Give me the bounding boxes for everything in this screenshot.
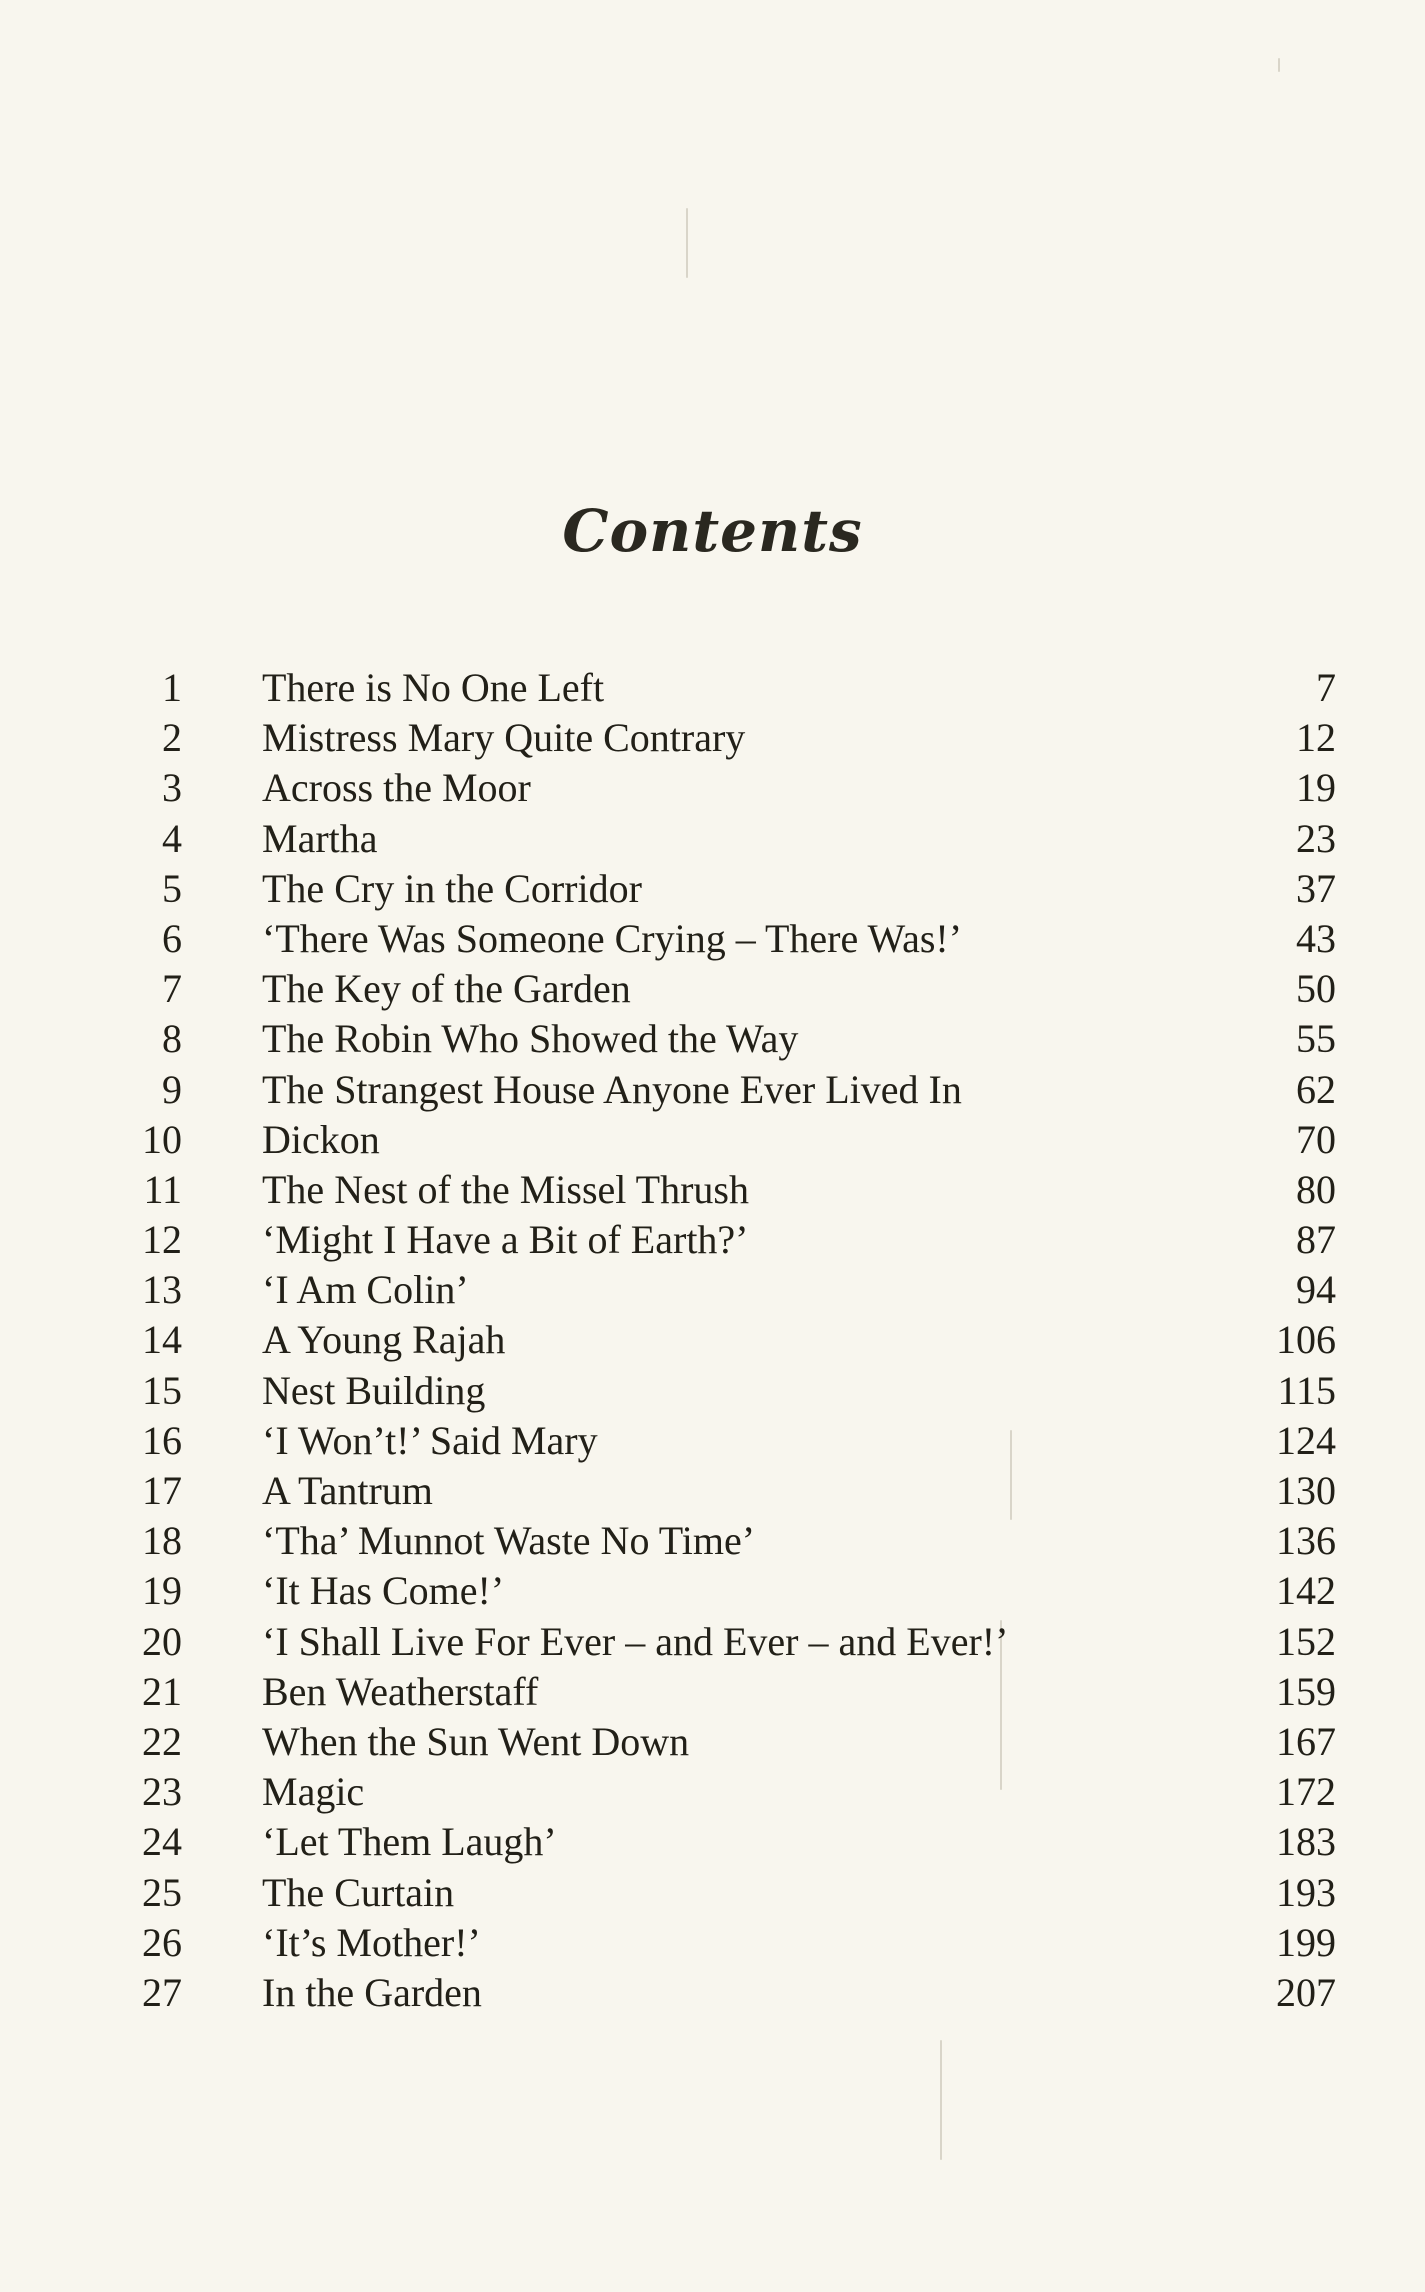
chapter-page-number: 193 xyxy=(1276,1869,1336,1915)
chapter-title: A Young Rajah xyxy=(262,1317,506,1363)
chapter-title: The Strangest House Anyone Ever Lived In xyxy=(262,1066,962,1112)
chapter-title: There is No One Left xyxy=(262,665,605,710)
toc-row xyxy=(0,1566,1425,1616)
chapter-number: 22 xyxy=(142,1718,182,1764)
chapter-number: 5 xyxy=(162,865,182,911)
chapter-number: 4 xyxy=(162,815,182,861)
toc-row xyxy=(0,914,1425,964)
chapter-page-number: 167 xyxy=(1276,1718,1336,1764)
chapter-page-number: 172 xyxy=(1276,1769,1336,1815)
toc-row xyxy=(0,1315,1425,1365)
chapter-number: 14 xyxy=(142,1317,182,1363)
chapter-title: Martha xyxy=(262,815,378,861)
chapter-title: The Nest of the Missel Thrush xyxy=(262,1166,749,1212)
chapter-number: 19 xyxy=(142,1568,182,1614)
chapter-number: 1 xyxy=(162,665,182,710)
chapter-number: 7 xyxy=(162,966,182,1012)
toc-row xyxy=(0,1065,1425,1115)
chapter-page-number: 142 xyxy=(1276,1568,1336,1614)
chapter-title: ‘Tha’ Munnot Waste No Time’ xyxy=(262,1518,756,1564)
paper-mark xyxy=(686,208,688,278)
chapter-title: The Curtain xyxy=(262,1869,455,1915)
toc-row xyxy=(0,864,1425,914)
chapter-number: 18 xyxy=(142,1518,182,1564)
toc-row xyxy=(0,1416,1425,1466)
chapter-number: 21 xyxy=(142,1668,182,1714)
chapter-title: ‘I Shall Live For Ever – and Ever – and Ever!’ xyxy=(262,1618,1009,1664)
chapter-title: In the Garden xyxy=(262,1969,482,2015)
chapter-page-number: 106 xyxy=(1276,1317,1336,1363)
chapter-title: Ben Weatherstaff xyxy=(262,1668,539,1714)
chapter-title: ‘There Was Someone Crying – There Was!’ xyxy=(262,915,963,961)
chapter-number: 11 xyxy=(143,1166,182,1212)
chapter-title: The Robin Who Showed the Way xyxy=(262,1016,799,1062)
chapter-page-number: 19 xyxy=(1296,765,1336,811)
toc-row xyxy=(0,1466,1425,1516)
toc-row xyxy=(0,1717,1425,1767)
chapter-number: 10 xyxy=(142,1116,182,1162)
toc-row xyxy=(0,663,1425,713)
chapter-number: 17 xyxy=(142,1468,182,1513)
toc-row xyxy=(0,814,1425,864)
page-title: Contents xyxy=(562,496,863,565)
chapter-number: 16 xyxy=(142,1417,182,1463)
toc-row xyxy=(0,1667,1425,1717)
paper-mark xyxy=(940,2040,942,2160)
toc-row xyxy=(0,1215,1425,1265)
chapter-title: ‘I Won’t!’ Said Mary xyxy=(262,1417,598,1463)
toc-row xyxy=(0,1265,1425,1315)
chapter-title: A Tantrum xyxy=(262,1468,433,1513)
chapter-page-number: 183 xyxy=(1276,1819,1336,1865)
chapter-page-number: 87 xyxy=(1296,1217,1336,1263)
chapter-title: ‘I Am Colin’ xyxy=(262,1267,469,1313)
chapter-title: The Cry in the Corridor xyxy=(262,865,642,911)
chapter-title: Dickon xyxy=(262,1116,380,1162)
toc-row xyxy=(0,1868,1425,1918)
chapter-page-number: 207 xyxy=(1276,1969,1336,2015)
chapter-page-number: 130 xyxy=(1276,1468,1336,1513)
chapter-page-number: 80 xyxy=(1296,1166,1336,1212)
chapter-number: 23 xyxy=(142,1769,182,1815)
chapter-page-number: 70 xyxy=(1296,1116,1336,1162)
toc-row xyxy=(0,1516,1425,1566)
toc-row xyxy=(0,763,1425,813)
chapter-page-number: 136 xyxy=(1276,1518,1336,1564)
chapter-number: 27 xyxy=(142,1969,182,2015)
chapter-page-number: 55 xyxy=(1296,1016,1336,1062)
chapter-page-number: 12 xyxy=(1296,715,1336,761)
chapter-title: Across the Moor xyxy=(262,765,531,811)
chapter-number: 9 xyxy=(162,1066,182,1112)
toc-row xyxy=(0,1366,1425,1416)
chapter-number: 2 xyxy=(162,715,182,761)
chapter-page-number: 37 xyxy=(1296,865,1336,911)
chapter-page-number: 199 xyxy=(1276,1919,1336,1965)
chapter-number: 20 xyxy=(142,1618,182,1664)
table-of-contents xyxy=(0,663,1425,2018)
toc-row xyxy=(0,1767,1425,1817)
chapter-number: 6 xyxy=(162,915,182,961)
chapter-page-number: 43 xyxy=(1296,915,1336,961)
paper-mark xyxy=(1278,58,1280,72)
toc-row xyxy=(0,964,1425,1014)
chapter-number: 13 xyxy=(142,1267,182,1313)
toc-row xyxy=(0,1014,1425,1064)
chapter-number: 12 xyxy=(142,1217,182,1263)
chapter-number: 15 xyxy=(142,1367,182,1413)
toc-row xyxy=(0,1617,1425,1667)
chapter-number: 26 xyxy=(142,1919,182,1965)
chapter-page-number: 50 xyxy=(1296,966,1336,1012)
chapter-page-number: 159 xyxy=(1276,1668,1336,1714)
chapter-page-number: 115 xyxy=(1277,1367,1336,1413)
chapter-title: Magic xyxy=(262,1769,365,1815)
chapter-number: 3 xyxy=(162,765,182,811)
toc-row xyxy=(0,1918,1425,1968)
toc-row xyxy=(0,1817,1425,1867)
chapter-number: 8 xyxy=(162,1016,182,1062)
chapter-page-number: 124 xyxy=(1276,1417,1336,1463)
chapter-title: ‘Let Them Laugh’ xyxy=(262,1819,557,1865)
chapter-number: 24 xyxy=(142,1819,182,1865)
chapter-title: The Key of the Garden xyxy=(262,966,631,1012)
chapter-title: When the Sun Went Down xyxy=(262,1718,690,1764)
toc-row xyxy=(0,713,1425,763)
chapter-title: Nest Building xyxy=(262,1367,486,1413)
chapter-page-number: 7 xyxy=(1316,665,1336,710)
chapter-number: 25 xyxy=(142,1869,182,1915)
chapter-page-number: 62 xyxy=(1296,1066,1336,1112)
chapter-title: ‘Might I Have a Bit of Earth?’ xyxy=(262,1217,749,1263)
toc-row xyxy=(0,1968,1425,2018)
chapter-page-number: 152 xyxy=(1276,1618,1336,1664)
chapter-page-number: 94 xyxy=(1296,1267,1336,1313)
chapter-title: ‘It Has Come!’ xyxy=(262,1568,505,1614)
chapter-title: Mistress Mary Quite Contrary xyxy=(262,715,746,761)
toc-row xyxy=(0,1165,1425,1215)
toc-row xyxy=(0,1115,1425,1165)
chapter-page-number: 23 xyxy=(1296,815,1336,861)
chapter-title: ‘It’s Mother!’ xyxy=(262,1919,481,1965)
